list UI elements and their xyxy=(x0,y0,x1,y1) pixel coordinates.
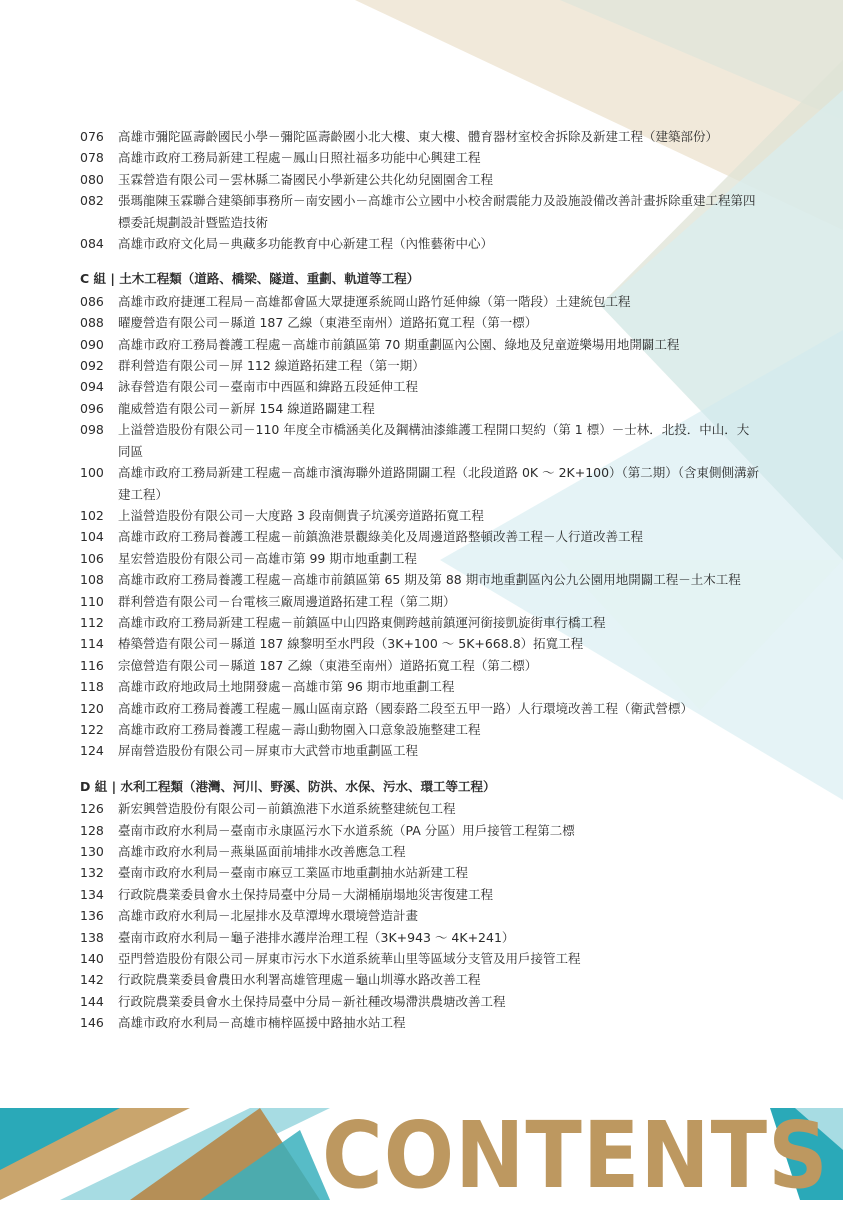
page-number: 112 xyxy=(80,614,104,630)
toc-group-c xyxy=(80,268,760,761)
group-heading: D 組 | 水利工程類（港灣、河川、野溪、防洪、水保、污水、環工等工程） xyxy=(80,778,496,794)
page-number: 086 xyxy=(80,293,104,309)
page-number: 132 xyxy=(80,865,104,881)
page-number: 120 xyxy=(80,700,104,716)
toc-entry[interactable] xyxy=(80,991,760,1012)
toc-entry[interactable] xyxy=(80,355,760,376)
toc-entry[interactable] xyxy=(80,927,760,948)
entry-title: 龍威營造有限公司－新屏 154 線道路闢建工程 xyxy=(118,400,375,416)
page-number: 126 xyxy=(80,801,104,817)
page-number: 114 xyxy=(80,636,104,652)
contents-wordmark: CONTENTS xyxy=(322,1102,829,1209)
entry-title: 屏南營造股份有限公司－屏東市大武營市地重劃區工程 xyxy=(118,743,419,759)
toc-entry[interactable] xyxy=(80,740,760,761)
toc-entry[interactable] xyxy=(80,841,760,862)
page-number: 088 xyxy=(80,315,104,331)
entry-title: 行政院農業委員會水土保持局臺中分局－大湖桶崩塌地災害復建工程 xyxy=(118,886,494,902)
toc-entry[interactable] xyxy=(80,820,760,841)
entry-title: 臺南市政府水利局－臺南市麻豆工業區市地重劃抽水站新建工程 xyxy=(118,865,469,881)
page-number: 134 xyxy=(80,886,104,902)
toc-entry[interactable] xyxy=(80,884,760,905)
toc-entry[interactable] xyxy=(80,633,760,654)
toc-entry[interactable] xyxy=(80,548,760,569)
toc-group-b-continued xyxy=(80,126,760,254)
page-number: 096 xyxy=(80,400,104,416)
table-of-contents xyxy=(80,126,760,1034)
page-number: 144 xyxy=(80,993,104,1009)
toc-entry[interactable] xyxy=(80,719,760,740)
page-number: 146 xyxy=(80,1015,104,1031)
page-number: 078 xyxy=(80,150,104,166)
toc-entry[interactable] xyxy=(80,862,760,883)
entry-title: 宗億營造有限公司－縣道 187 乙線（東港至南州）道路拓寬工程（第二標） xyxy=(118,657,538,673)
entry-title: 高雄市政府工務局養護工程處－高雄市前鎮區第 65 期及第 88 期市地重劃區內公九公園用地開闢工程－土木工程 xyxy=(118,572,741,588)
entry-title: 臺南市政府水利局－臺南市永康區污水下水道系統（PA 分區）用戶接管工程第二標 xyxy=(118,822,575,838)
page-number: 136 xyxy=(80,908,104,924)
entry-title: 張瑪龍陳玉霖聯合建築師事務所－南安國小－高雄市公立國中小校舍耐震能力及設施設備改善計畫拆除重建工程第四標委託規劃設計暨監造技術 xyxy=(118,193,756,230)
entry-title: 高雄市政府工務局新建工程處－高雄市濱海聯外道路開闢工程（北段道路 0K ～ 2K+100）（第二期）（含東側側溝新建工程） xyxy=(118,465,760,502)
entry-title: 椿築營造有限公司－縣道 187 線黎明至水門段（3K+100 ～ 5K+668.8）拓寬工程 xyxy=(118,636,584,652)
entry-title: 曜慶營造有限公司－縣道 187 乙線（東港至南州）道路拓寬工程（第一標） xyxy=(118,315,538,331)
entry-title: 臺南市政府水利局－龜子港排水護岸治理工程（3K+943 ～ 4K+241） xyxy=(118,929,515,945)
entry-title: 新宏興營造股份有限公司－前鎮漁港下水道系統整建統包工程 xyxy=(118,801,456,817)
toc-entry[interactable] xyxy=(80,1012,760,1033)
page-number: 082 xyxy=(80,193,104,209)
toc-entry[interactable] xyxy=(80,505,760,526)
entry-title: 群利營造有限公司－台電核三廠周邊道路拓建工程（第二期） xyxy=(118,593,456,609)
page-number: 090 xyxy=(80,336,104,352)
page-number: 084 xyxy=(80,236,104,252)
page-number: 138 xyxy=(80,929,104,945)
entry-title: 高雄市政府水利局－北屋排水及草潭埤水環境營造計畫 xyxy=(118,908,419,924)
toc-entry[interactable] xyxy=(80,190,760,233)
toc-entry[interactable] xyxy=(80,905,760,926)
toc-entry[interactable] xyxy=(80,698,760,719)
toc-group-d xyxy=(80,776,760,1034)
toc-entry[interactable] xyxy=(80,676,760,697)
page-number: 104 xyxy=(80,529,104,545)
page-number: 116 xyxy=(80,657,104,673)
entry-title: 高雄市政府水利局－高雄市楠梓區援中路抽水站工程 xyxy=(118,1015,406,1031)
entry-title: 高雄市政府地政局土地開發處－高雄市第 96 期市地重劃工程 xyxy=(118,679,455,695)
entry-title: 高雄市政府工務局養護工程處－鳳山區南京路（國泰路二段至五甲一路）人行環境改善工程（衛武營標） xyxy=(118,700,694,716)
entry-title: 玉霖營造有限公司－雲林縣二崙國民小學新建公共化幼兒園園舍工程 xyxy=(118,171,494,187)
toc-entry[interactable] xyxy=(80,312,760,333)
page-number: 140 xyxy=(80,951,104,967)
page-number: 124 xyxy=(80,743,104,759)
toc-entry[interactable] xyxy=(80,419,760,462)
toc-entry[interactable] xyxy=(80,591,760,612)
entry-title: 詠春營造有限公司－臺南市中西區和緯路五段延伸工程 xyxy=(118,379,419,395)
toc-entry[interactable] xyxy=(80,569,760,590)
toc-entry[interactable] xyxy=(80,655,760,676)
toc-entry[interactable] xyxy=(80,169,760,190)
page-number: 106 xyxy=(80,550,104,566)
toc-entry[interactable] xyxy=(80,798,760,819)
entry-title: 高雄市政府工務局養護工程處－高雄市前鎮區第 70 期重劃區內公園、綠地及兒童遊樂場用地開闢工程 xyxy=(118,336,680,352)
page-number: 094 xyxy=(80,379,104,395)
entry-title: 群利營造有限公司－屏 112 線道路拓建工程（第一期） xyxy=(118,358,425,374)
entry-title: 行政院農業委員會水土保持局臺中分局－新社種改場滯洪農塘改善工程 xyxy=(118,993,506,1009)
entry-title: 高雄市政府文化局－典藏多功能教育中心新建工程（內惟藝術中心） xyxy=(118,236,494,252)
toc-entry[interactable] xyxy=(80,147,760,168)
entry-title: 亞門營造股份有限公司－屏東市污水下水道系統華山里等區域分支管及用戶接管工程 xyxy=(118,951,581,967)
entry-title: 星宏營造股份有限公司－高雄市第 99 期市地重劃工程 xyxy=(118,550,417,566)
toc-entry[interactable] xyxy=(80,612,760,633)
toc-entry[interactable] xyxy=(80,462,760,505)
page-number: 076 xyxy=(80,129,104,144)
page-number: 130 xyxy=(80,844,104,859)
toc-entry[interactable] xyxy=(80,969,760,990)
page-number: 102 xyxy=(80,507,104,523)
entry-title: 高雄市彌陀區壽齡國民小學－彌陀區壽齡國小北大樓、東大樓、體育器材室校舍拆除及新建工程（建築部份） xyxy=(118,129,719,144)
entry-title: 上溢營造股份有限公司－大度路 3 段南側貴子坑溪旁道路拓寬工程 xyxy=(118,507,484,523)
entry-title: 高雄市政府水利局－燕巢區面前埔排水改善應急工程 xyxy=(118,844,406,859)
page-number: 110 xyxy=(80,593,104,609)
page-number: 118 xyxy=(80,679,104,695)
page-number: 092 xyxy=(80,358,104,374)
entry-title: 高雄市政府工務局養護工程處－前鎮漁港景觀綠美化及周邊道路整頓改善工程－人行道改善工程 xyxy=(118,529,644,545)
toc-entry[interactable] xyxy=(80,334,760,355)
toc-entry[interactable] xyxy=(80,526,760,547)
page-number: 122 xyxy=(80,721,104,737)
page-number: 080 xyxy=(80,171,104,187)
page-number: 128 xyxy=(80,822,104,838)
page-number: 100 xyxy=(80,465,104,481)
toc-entry[interactable] xyxy=(80,126,760,147)
entry-title: 行政院農業委員會農田水利署高雄管理處－龜山圳導水路改善工程 xyxy=(118,972,481,988)
entry-title: 高雄市政府工務局養護工程處－壽山動物園入口意象設施整建工程 xyxy=(118,721,481,737)
page-number: 098 xyxy=(80,422,104,438)
toc-entry[interactable] xyxy=(80,948,760,969)
page-number: 142 xyxy=(80,972,104,988)
entry-title: 高雄市政府捷運工程局－高雄都會區大眾捷運系統岡山路竹延伸線（第一階段）土建統包工程 xyxy=(118,293,631,309)
toc-entry[interactable] xyxy=(80,291,760,312)
entry-title: 高雄市政府工務局新建工程處－鳳山日照社福多功能中心興建工程 xyxy=(118,150,481,166)
toc-entry[interactable] xyxy=(80,398,760,419)
toc-entry[interactable] xyxy=(80,233,760,254)
toc-entry[interactable] xyxy=(80,376,760,397)
page-number: 108 xyxy=(80,572,104,588)
entry-title: 上溢營造股份有限公司－110 年度全市橋涵美化及鋼構油漆維護工程開口契約（第 1 標）－士林．北投．中山．大同區 xyxy=(118,422,750,459)
group-heading: C 組 | 土木工程類（道路、橋梁、隧道、重劃、軌道等工程） xyxy=(80,271,420,287)
entry-title: 高雄市政府工務局新建工程處－前鎮區中山四路東側跨越前鎮運河銜接凱旋街車行橋工程 xyxy=(118,614,606,630)
